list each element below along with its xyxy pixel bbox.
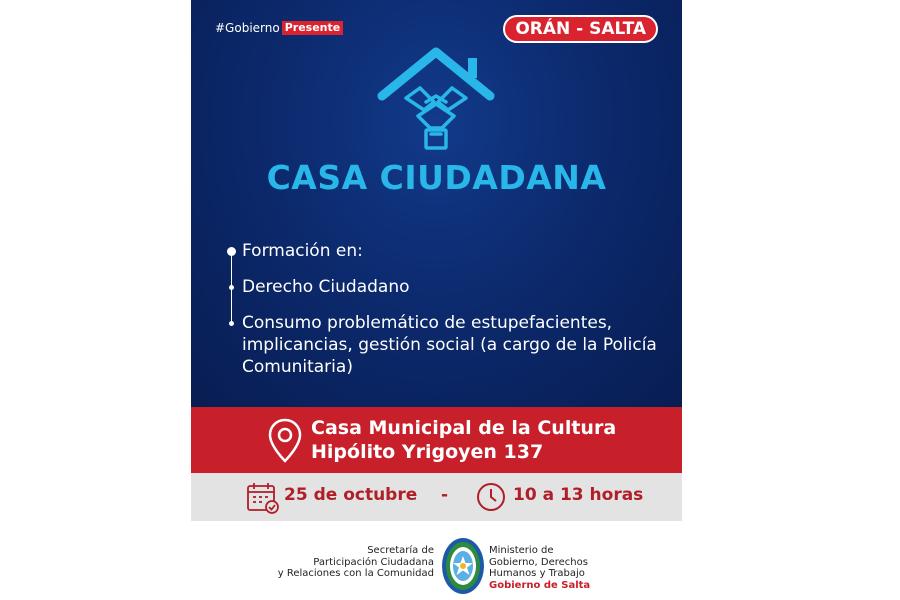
topic-list (229, 240, 669, 392)
secretaria-line: Secretaría de (367, 545, 434, 556)
hashtag-prefix: #Gobierno (215, 21, 280, 35)
schedule-band (191, 473, 682, 521)
page-title: CASA CIUDADANA (266, 158, 607, 197)
venue-name: Casa Municipal de la Cultura (311, 417, 617, 439)
secretaria-text (254, 545, 434, 580)
list-item (229, 240, 669, 262)
hashtag (215, 21, 343, 35)
topic-text: Derecho Ciudadano (242, 277, 410, 297)
house-hands-icon (376, 44, 496, 156)
gobierno-label: Gobierno de Salta (489, 579, 591, 591)
location-pin-icon (266, 417, 304, 465)
clock-icon (475, 481, 507, 513)
location-badge: ORÁN - SALTA (503, 15, 658, 43)
event-date: 25 de octubre (284, 485, 418, 505)
bullet-dot (229, 321, 234, 326)
list-item (229, 276, 669, 298)
list-item (229, 312, 669, 378)
venue-band (191, 407, 682, 473)
hashtag-highlight: Presente (282, 21, 344, 35)
bullet-dot (227, 247, 236, 256)
ministerio-line: Ministerio de (489, 545, 554, 556)
hero-section (191, 0, 682, 407)
event-time: 10 a 13 horas (513, 485, 644, 505)
poster (191, 0, 682, 600)
bullet-dot (229, 285, 234, 290)
ministerio-line: Gobierno, Derechos (489, 556, 588, 568)
secretaria-line: y Relaciones con la Comunidad (277, 568, 434, 579)
ministerio-line: Humanos y Trabajo (489, 568, 585, 579)
ministerio-text (489, 545, 629, 591)
secretaria-line: Participación Ciudadana (313, 556, 434, 568)
date-time-separator: - (441, 485, 449, 505)
topic-text: Formación en: (242, 241, 363, 261)
footer (191, 521, 682, 600)
venue-address: Hipólito Yrigoyen 137 (311, 441, 544, 463)
topic-text: Consumo problemático de estupefacientes, implicancias, gestión social (a cargo de la Policía Comunitaria) (242, 313, 657, 377)
calendar-icon (246, 481, 280, 514)
salta-seal-icon (441, 536, 485, 596)
